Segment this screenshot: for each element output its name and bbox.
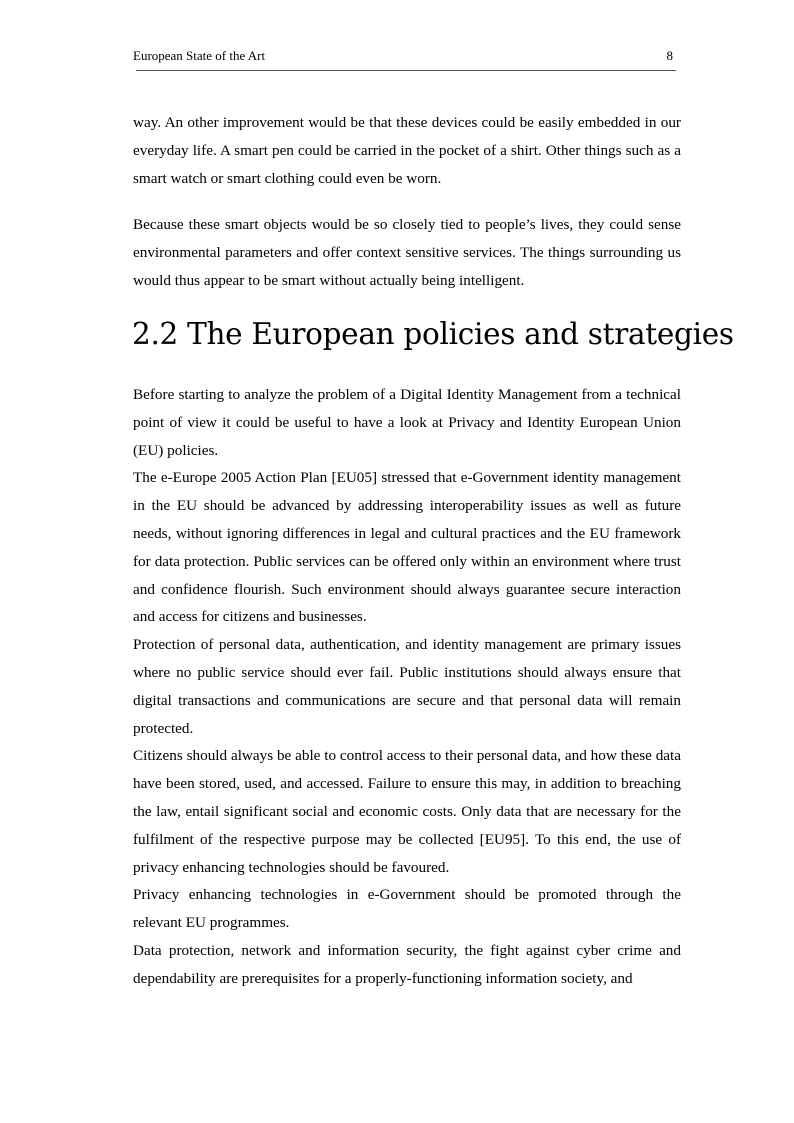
paragraph: Privacy enhancing technologies in e-Government should be promoted through the relevant EU programmes. xyxy=(133,886,681,932)
paragraph: Citizens should always be able to control access to their personal data, and how these data have been stored, used, and accessed. Failure to ensure this may, in addition to breaching the law, entail significant social and economic costs. Only data that are necessary for the fulfilment of the respective purpose may be collected [EU95]. To this end, the use of privacy enhancing technologies should be favoured. xyxy=(133,747,681,876)
paragraph: Protection of personal data, authentication, and identity management are primary issues where no public service should ever fail. Public institutions should always ensure that digital transactions and communications are secure and that personal data will remain protected. xyxy=(133,636,681,737)
section-heading: 2.2 The European policies and strategies xyxy=(132,317,734,351)
header-title: European State of the Art xyxy=(133,48,266,63)
running-header xyxy=(133,47,676,65)
page-number: 8 xyxy=(666,48,673,63)
paragraph: Before starting to analyze the problem of a Digital Identity Management from a technical point of view it could be useful to have a look at Privacy and Identity European Union (EU) policies. xyxy=(133,386,681,459)
paragraph: Data protection, network and information security, the fight against cyber crime and dependability are prerequisites for a properly-functioning information society, and xyxy=(133,941,681,987)
paragraph: The e-Europe 2005 Action Plan [EU05] stressed that e-Government identity management in the EU should be advanced by addressing interoperability issues as well as future needs, without ignoring differences in legal and cultural practices and the EU framework for data protection. Public services can be offered only within an environment where trust and confidence flourish. Such environment should always guarantee secure interaction and access for citizens and businesses. xyxy=(133,469,681,626)
section-body xyxy=(133,381,681,993)
paragraph: Because these smart objects would be so closely tied to people’s lives, they could sense environmental parameters and offer context sensitive services. The things surrounding us would thus appear to be smart without actually being intelligent. xyxy=(133,216,681,289)
paragraph: way. An other improvement would be that these devices could be easily embedded in our everyday life. A smart pen could be carried in the pocket of a shirt. Other things such as a smart watch or smart clothing could even be worn. xyxy=(133,114,681,187)
header-divider xyxy=(136,70,676,71)
